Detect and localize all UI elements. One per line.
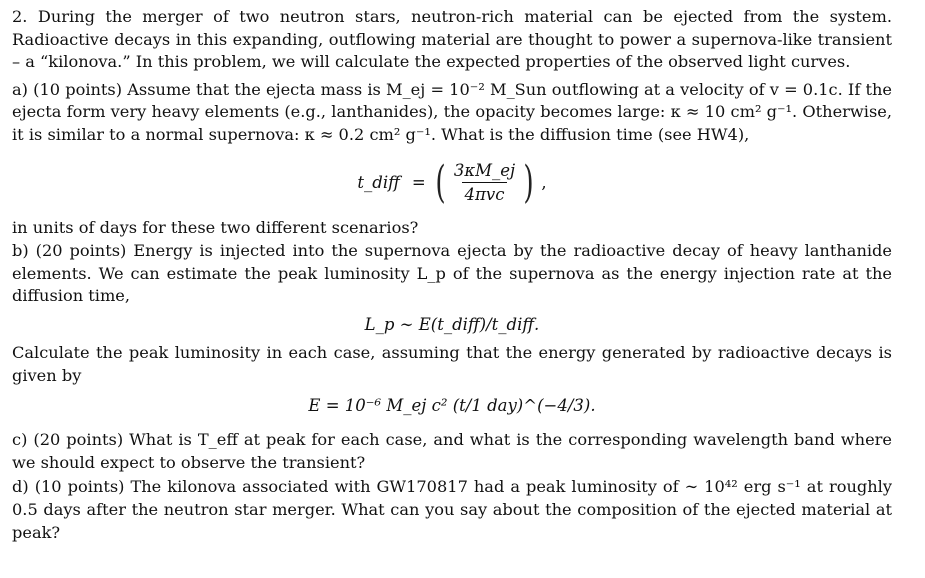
equation-peak-luminosity-text: L_p ∼ E(t_diff)/t_diff. [364,314,540,334]
part-b-question [12,240,892,308]
equation-comma: , [541,173,547,193]
equation-peak-luminosity [12,308,892,342]
part-d-question [12,476,892,544]
problem-intro [12,6,892,74]
fraction [451,161,518,204]
fraction-denominator: 4πvc [462,182,508,204]
part-a-text: a) (10 points) Assume that the ejecta mass is M_ej = 10⁻² M_Sun outflowing at a velocity of v = 0.1c. If the ejecta form very heavy elements (e.g., lanthanides), the opacity becomes large: κ ≈ 10 cm² g⁻¹. Otherwise, it is similar to a normal supernova: κ ≈ 0.2 cm² g⁻¹. What is the diffusion time (see HW4), [12,79,892,144]
equation-tdiff-lhs: t_diff [357,173,400,193]
problem-intro-text: 2. During the merger of two neutron stars, neutron-rich material can be ejected from the system. Radioactive decays in this expanding, outflowing material are thought to power a supernova-like transient – a “kilonova.” In this problem, we will calculate the expected properties of the observed light curves. [12,7,892,72]
equals-sign: = [411,173,426,193]
right-paren: ) [523,156,534,208]
equation-diffusion-time [12,149,892,217]
fraction-numerator: 3κM_ej [453,161,516,181]
part-c-question [12,429,892,474]
part-a-tail-text: in units of days for these two different scenarios? [12,217,419,237]
equation-energy [12,387,892,425]
part-a-tail [12,217,892,240]
part-a-question [12,79,892,147]
equation-diffusion-time-body [357,156,547,208]
part-b-text: b) (20 points) Energy is injected into the supernova ejecta by the radioactive decay of heavy lanthanide elements. We can estimate the peak luminosity L_p of the supernova as the energy injection rate at the diffusion time, [12,241,892,306]
part-b-tail-text: Calculate the peak luminosity in each case, assuming that the energy generated by radioactive decays is given by [12,342,892,385]
problem-page [12,6,892,544]
left-paren: ( [435,156,446,208]
part-b-tail [12,342,892,387]
equation-energy-text: E = 10⁻⁶ M_ej c² (t/1 day)^(−4/3). [308,396,596,416]
part-d-text: d) (10 points) The kilonova associated with GW170817 had a peak luminosity of ∼ 10⁴² erg s⁻¹ at roughly 0.5 days after the neutron star merger. What can you say about the composition of the ejected material at peak? [12,477,892,542]
part-c-text: c) (20 points) What is T_eff at peak for each case, and what is the corresponding wavelength band where we should expect to observe the transient? [12,430,892,472]
